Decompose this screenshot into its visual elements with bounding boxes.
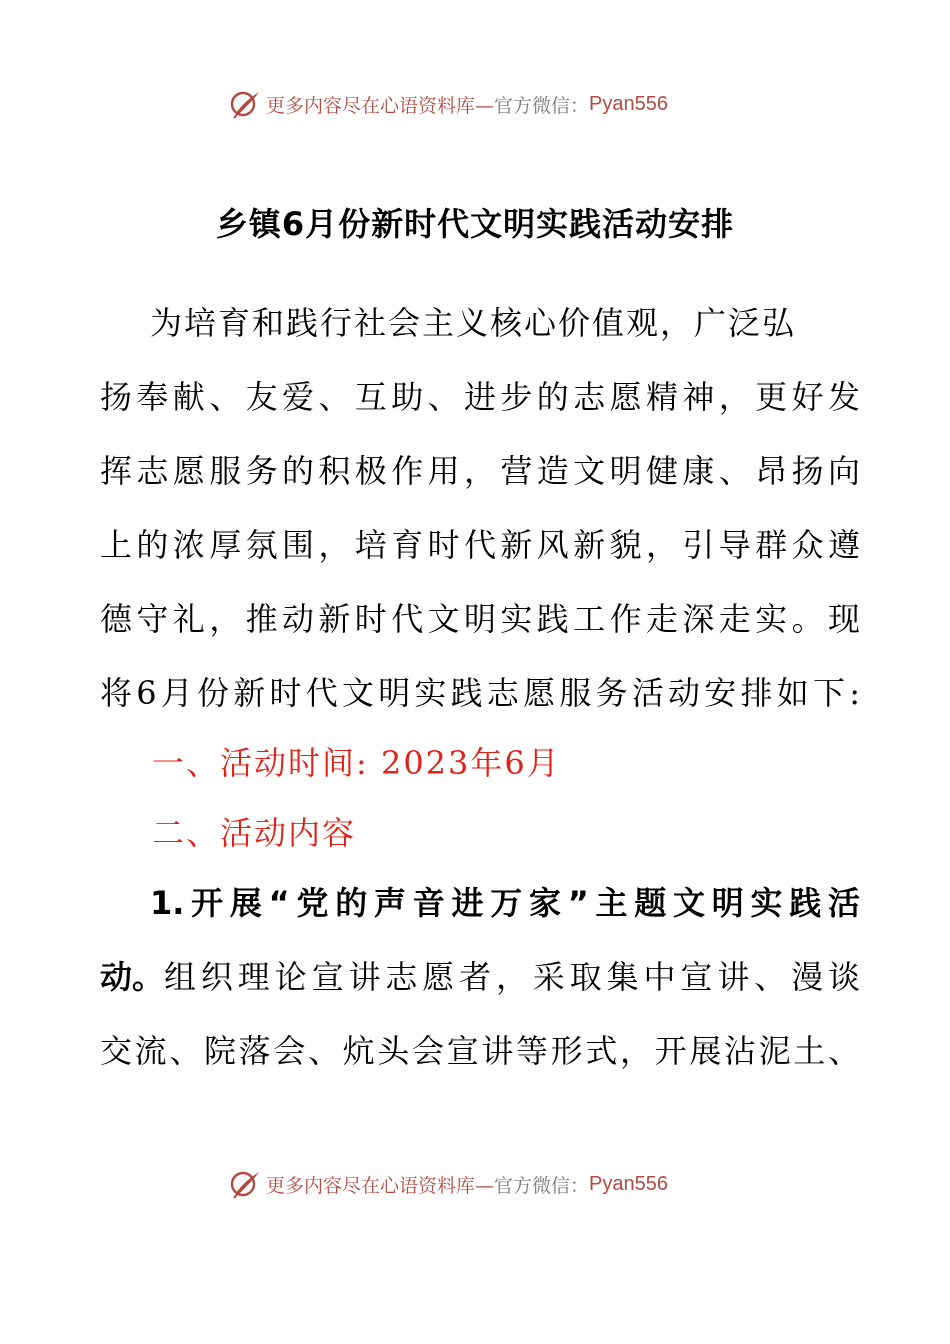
paragraph-line: 扬奉献、友爱、互助、进步的志愿精神，更好发	[100, 378, 860, 416]
section-heading-content: 二、活动内容	[152, 814, 357, 852]
watermark-banner-top	[228, 84, 668, 124]
item-body-text: 组织理论宣讲志愿者，采取集中宣讲、漫谈	[164, 958, 860, 996]
section-heading-time: 一、活动时间: 2023年6月	[152, 744, 561, 782]
quill-logo-icon	[228, 1167, 262, 1201]
watermark-wechat-label: 官方微信：	[494, 1174, 590, 1197]
item-body-line: 交流、院落会、炕头会宣讲等形式，开展沾泥土、	[100, 1032, 860, 1070]
item-heading-end: 动。	[100, 958, 165, 996]
watermark-wechat-label: 官方微信：	[494, 94, 590, 117]
watermark-text: 更多内容尽在心语资料库—	[266, 1174, 495, 1197]
item-body-line	[100, 947, 860, 1007]
watermark-banner-bottom	[228, 1164, 668, 1204]
item-heading: 1.开展“党的声音进万家”主题文明实践活	[150, 884, 860, 922]
watermark-wechat-id: Pyan556	[589, 1172, 668, 1195]
watermark-text: 更多内容尽在心语资料库—	[266, 94, 495, 117]
paragraph-line: 为培育和践行社会主义核心价值观，广泛弘	[150, 304, 797, 342]
paragraph-line: 上的浓厚氛围，培育时代新风新貌，引导群众遵	[100, 526, 860, 564]
quill-logo-icon	[228, 87, 262, 121]
document-title: 乡镇6月份新时代文明实践活动安排	[215, 205, 735, 243]
paragraph-line: 挥志愿服务的积极作用，营造文明健康、昂扬向	[100, 452, 860, 490]
paragraph-line: 将6月份新时代文明实践志愿服务活动安排如下:	[100, 674, 860, 712]
watermark-wechat-id: Pyan556	[589, 92, 668, 115]
paragraph-line: 德守礼，推动新时代文明实践工作走深走实。现	[100, 600, 860, 638]
